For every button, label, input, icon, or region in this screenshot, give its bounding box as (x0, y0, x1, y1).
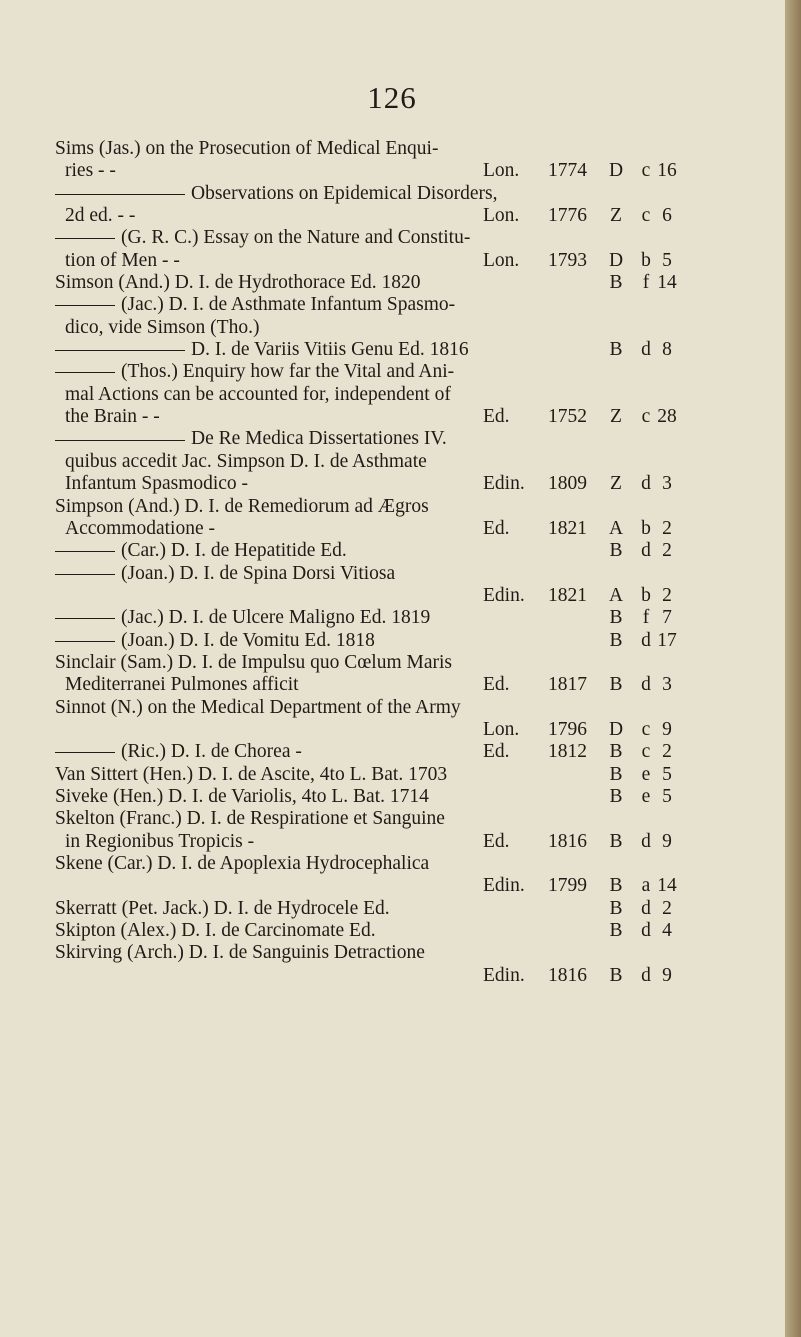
entry-title: mal Actions can be accounted for, independent of (65, 383, 451, 405)
entry-text (55, 808, 445, 830)
entry-text (55, 227, 470, 249)
catalogue-line (0, 451, 785, 473)
entry-year: 1821 (548, 584, 587, 606)
catalogue-line (0, 406, 785, 428)
entry-title: in Regionibus Tropicis - (65, 830, 255, 852)
entry-case: b (641, 249, 651, 271)
page-number: 126 (367, 80, 417, 115)
page-edge (785, 0, 801, 1337)
catalogue-line (0, 428, 785, 450)
ditto-rule (55, 574, 115, 575)
entry-num: 9 (662, 964, 672, 986)
entry-title: Skipton (Alex.) D. I. de Carcinomate Ed. (55, 920, 376, 942)
catalogue-line (0, 250, 785, 272)
catalogue-line (0, 205, 785, 227)
catalogue-line (0, 741, 785, 763)
entry-text (65, 317, 259, 339)
entry-place: Ed. (483, 741, 510, 763)
entry-shelf: B (609, 830, 623, 852)
entry-case: b (641, 584, 651, 606)
entry-num: 3 (662, 473, 672, 495)
entry-title: (Jac.) D. I. de Asthmate Infantum Spasmo- (121, 294, 456, 316)
entry-text (55, 294, 455, 316)
entry-text (55, 697, 461, 719)
catalogue-line (0, 384, 785, 406)
entry-title: De Re Medica Dissertationes IV. (191, 428, 447, 450)
catalogue-line (0, 831, 785, 853)
entry-title: D. I. de Variis Vitiis Genu Ed. 1816 (191, 339, 469, 361)
entry-shelf: B (609, 540, 623, 562)
ditto-rule (55, 618, 115, 619)
entry-num: 17 (657, 629, 677, 651)
catalogue-line (0, 898, 785, 920)
entry-case: c (641, 160, 651, 182)
entry-place: Ed. (483, 674, 510, 696)
catalogue-line (0, 674, 785, 696)
entry-text (55, 138, 438, 160)
entry-num: 4 (662, 920, 672, 942)
entry-text (65, 518, 215, 540)
entry-num: 5 (662, 249, 672, 271)
ditto-rule (55, 440, 185, 441)
entry-text (55, 898, 390, 920)
entry-place: Lon. (483, 160, 520, 182)
entry-year: 1793 (548, 249, 587, 271)
entry-place: Edin. (483, 875, 525, 897)
entry-title: Mediterranei Pulmones afficit (65, 674, 299, 696)
entry-num: 3 (662, 674, 672, 696)
entry-title: (G. R. C.) Essay on the Nature and Constitu- (121, 227, 471, 249)
catalogue-line (0, 808, 785, 830)
entry-case: d (641, 897, 651, 919)
catalogue-line (0, 786, 785, 808)
entry-year: 1776 (548, 205, 587, 227)
entry-case: d (641, 473, 651, 495)
ditto-rule (55, 305, 115, 306)
entry-title: Sinnot (N.) on the Medical Department of the Army (55, 696, 461, 718)
entry-text (55, 607, 430, 629)
catalogue-line (0, 540, 785, 562)
entry-case: f (642, 272, 650, 294)
catalogue-line (0, 473, 785, 495)
catalogue-line (0, 563, 785, 585)
entry-case: c (641, 718, 651, 740)
entry-title: the Brain - - (65, 406, 160, 428)
entry-text (55, 853, 429, 875)
entry-shelf: B (609, 339, 623, 361)
entry-num: 2 (662, 584, 672, 606)
entry-text (55, 741, 302, 763)
ditto-rule (55, 641, 115, 642)
entry-shelf: B (609, 607, 623, 629)
entry-year: 1816 (548, 964, 587, 986)
entry-title: (Joan.) D. I. de Spina Dorsi Vitiosa (121, 562, 396, 584)
entry-year: 1816 (548, 830, 587, 852)
entry-shelf: A (608, 517, 624, 539)
entry-case: c (641, 741, 651, 763)
catalogue-line (0, 697, 785, 719)
entry-text (55, 540, 347, 562)
ditto-rule (55, 372, 115, 373)
entry-year: 1774 (548, 160, 587, 182)
entry-text (65, 473, 248, 495)
entry-case: c (641, 205, 651, 227)
entry-year: 1796 (548, 718, 587, 740)
entry-place: Lon. (483, 718, 520, 740)
entry-shelf: B (609, 272, 623, 294)
entry-year: 1752 (548, 406, 587, 428)
catalogue-line (0, 227, 785, 249)
catalogue-line (0, 630, 785, 652)
entry-num: 5 (662, 785, 672, 807)
entry-text (65, 674, 299, 696)
entry-shelf: D (608, 249, 624, 271)
entry-shelf: D (608, 160, 624, 182)
entry-title: Sims (Jas.) on the Prosecution of Medical Enqui- (55, 138, 439, 159)
entry-title: Sinclair (Sam.) D. I. de Impulsu quo Cœlum Maris (55, 651, 452, 673)
entry-text (65, 384, 451, 406)
catalogue-line (0, 875, 785, 897)
entry-shelf: B (609, 674, 623, 696)
catalogue-line (0, 496, 785, 518)
entry-num: 2 (662, 540, 672, 562)
entry-text (55, 272, 421, 294)
entry-text (55, 361, 454, 383)
catalogue-line (0, 920, 785, 942)
entry-title: dico, vide Simson (Tho.) (65, 316, 260, 338)
entry-num: 7 (662, 607, 672, 629)
catalogue-line (0, 317, 785, 339)
entry-case: d (641, 830, 651, 852)
entry-num: 16 (657, 160, 677, 182)
entry-text (55, 920, 376, 942)
entry-text (55, 563, 395, 585)
entry-num: 14 (657, 875, 677, 897)
entry-text (65, 451, 427, 473)
entry-text (55, 496, 429, 518)
entry-shelf: Z (610, 473, 622, 495)
entry-text (55, 942, 425, 964)
entry-title: (Car.) D. I. de Hepatitide Ed. (121, 540, 347, 562)
entry-text (55, 183, 498, 205)
entry-year: 1821 (548, 517, 587, 539)
entry-title: (Thos.) Enquiry how far the Vital and Ani- (121, 361, 455, 383)
entry-text (65, 205, 135, 227)
entry-num: 2 (662, 897, 672, 919)
entry-case: d (641, 339, 651, 361)
catalogue-line (0, 339, 785, 361)
entry-title: Skene (Car.) D. I. de Apoplexia Hydrocephalica (55, 853, 430, 874)
entry-text (65, 406, 160, 428)
entry-shelf: B (609, 629, 623, 651)
entry-shelf: B (609, 964, 623, 986)
entry-shelf: Z (610, 205, 622, 227)
entry-place: Edin. (483, 584, 525, 606)
entry-year: 1799 (548, 875, 587, 897)
catalogue-line (0, 183, 785, 205)
entry-text (55, 339, 469, 361)
entry-shelf: B (609, 763, 623, 785)
entry-case: a (641, 875, 651, 897)
entry-case: d (641, 964, 651, 986)
ditto-rule (55, 194, 185, 195)
entry-year: 1809 (548, 473, 587, 495)
entry-place: Edin. (483, 473, 525, 495)
entry-title: Van Sittert (Hen.) D. I. de Ascite, 4to L. Bat. 1703 (55, 763, 448, 785)
entry-text (55, 630, 375, 652)
entry-num: 2 (662, 517, 672, 539)
entry-shelf: B (609, 741, 623, 763)
entry-num: 2 (662, 741, 672, 763)
catalogue-line (0, 719, 785, 741)
ditto-rule (55, 551, 115, 552)
entry-text (65, 250, 180, 272)
entry-num: 28 (657, 406, 677, 428)
entry-case: d (641, 674, 651, 696)
entry-num: 5 (662, 763, 672, 785)
catalogue-entries (0, 138, 785, 987)
entry-num: 6 (662, 205, 672, 227)
entry-shelf: Z (610, 406, 622, 428)
entry-text (65, 831, 254, 853)
entry-year: 1817 (548, 674, 587, 696)
entry-title: (Joan.) D. I. de Vomitu Ed. 1818 (121, 629, 375, 651)
entry-title: Observations on Epidemical Disorders, (191, 182, 498, 204)
entry-num: 14 (657, 272, 677, 294)
entry-title: (Jac.) D. I. de Ulcere Maligno Ed. 1819 (121, 607, 431, 629)
entry-year: 1812 (548, 741, 587, 763)
entry-case: d (641, 920, 651, 942)
catalogue-line (0, 585, 785, 607)
entry-shelf: B (609, 897, 623, 919)
ditto-rule (55, 238, 115, 239)
entry-case: e (641, 763, 651, 785)
entry-num: 9 (662, 830, 672, 852)
entry-place: Edin. (483, 964, 525, 986)
entry-case: b (641, 517, 651, 539)
entry-title: quibus accedit Jac. Simpson D. I. de Asthmate (65, 450, 427, 472)
catalogue-line (0, 518, 785, 540)
entry-place: Ed. (483, 517, 510, 539)
entry-title: Siveke (Hen.) D. I. de Variolis, 4to L. Bat. 1714 (55, 785, 429, 807)
catalogue-line (0, 764, 785, 786)
entry-shelf: D (608, 718, 624, 740)
entry-title: ries - - (65, 160, 116, 182)
entry-place: Lon. (483, 205, 520, 227)
ditto-rule (55, 350, 185, 351)
entry-title: Infantum Spasmodico - (65, 473, 249, 495)
catalogue-line (0, 965, 785, 987)
entry-text (55, 786, 429, 808)
entry-title: Simpson (And.) D. I. de Remediorum ad Ægros (55, 495, 429, 517)
entry-shelf: B (609, 920, 623, 942)
entry-title: 2d ed. - - (65, 205, 136, 227)
catalogue-line (0, 294, 785, 316)
entry-shelf: B (609, 785, 623, 807)
entry-num: 8 (662, 339, 672, 361)
entry-text (55, 428, 447, 450)
entry-case: d (641, 629, 651, 651)
entry-place: Lon. (483, 249, 520, 271)
catalogue-line (0, 652, 785, 674)
entry-title: tion of Men - - (65, 249, 180, 271)
entry-shelf: B (609, 875, 623, 897)
entry-text (55, 764, 447, 786)
catalogue-line (0, 361, 785, 383)
entry-case: f (642, 607, 650, 629)
catalogue-line (0, 607, 785, 629)
ditto-rule (55, 752, 115, 753)
entry-place: Ed. (483, 830, 510, 852)
entry-title: Accommodatione - (65, 517, 215, 539)
catalogue-line (0, 853, 785, 875)
entry-case: d (641, 540, 651, 562)
entry-place: Ed. (483, 406, 510, 428)
catalogue-line (0, 942, 785, 964)
catalogue-line (0, 138, 785, 160)
entry-text (65, 160, 116, 182)
entry-shelf: A (608, 584, 624, 606)
entry-num: 9 (662, 718, 672, 740)
entry-title: Skerratt (Pet. Jack.) D. I. de Hydrocele Ed. (55, 897, 390, 919)
entry-title: (Ric.) D. I. de Chorea - (121, 741, 302, 763)
catalogue-line (0, 160, 785, 182)
entry-title: Skelton (Franc.) D. I. de Respiratione et Sanguine (55, 808, 445, 830)
entry-title: Simson (And.) D. I. de Hydrothorace Ed. 1820 (55, 272, 421, 294)
entry-text (55, 652, 452, 674)
entry-case: c (641, 406, 651, 428)
entry-title: Skirving (Arch.) D. I. de Sanguinis Detractione (55, 942, 425, 964)
entry-case: e (641, 785, 651, 807)
catalogue-line (0, 272, 785, 294)
